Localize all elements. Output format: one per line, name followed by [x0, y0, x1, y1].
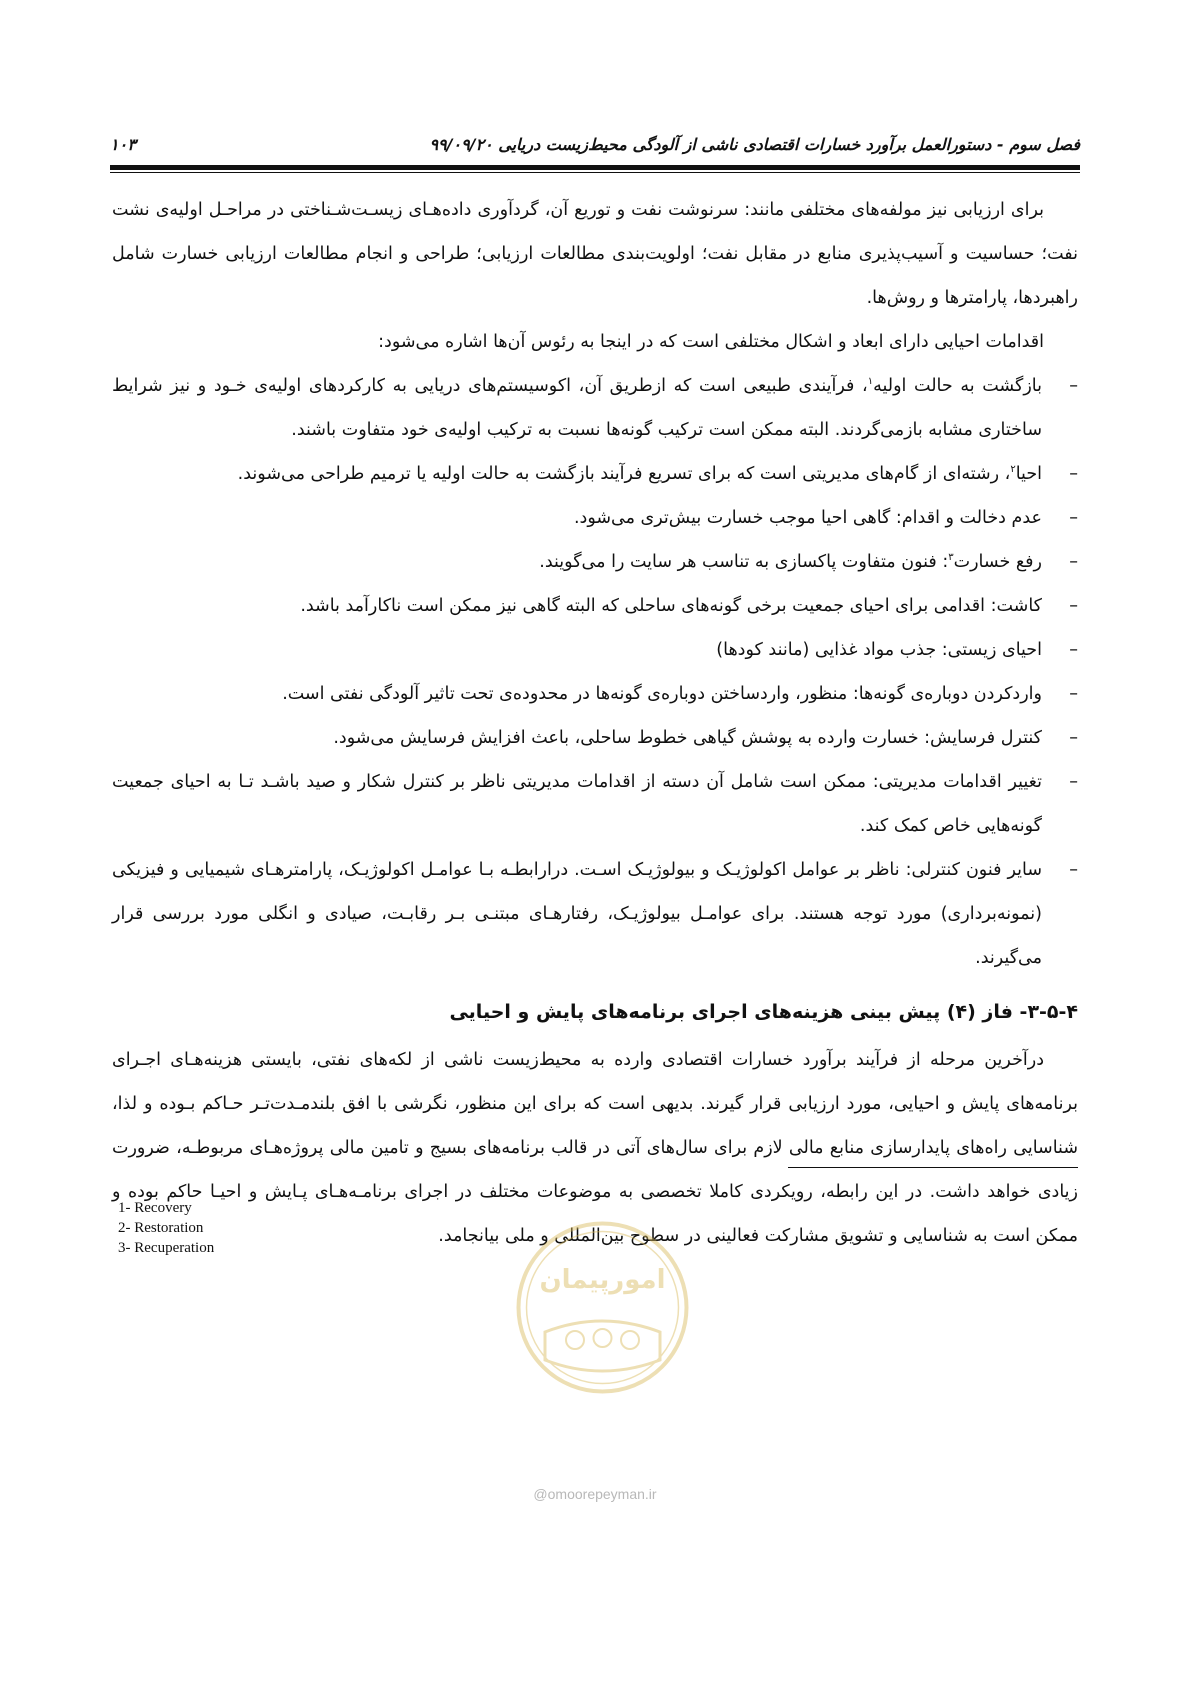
list-item — [112, 628, 1078, 672]
list-item — [112, 848, 1078, 980]
list-item — [112, 760, 1078, 848]
list-item-text: واردکردن دوباره‌ی گونه‌ها: منظور، وارد‌ساختن دوباره‌ی گونه‌ها در محدوده‌ی تحت تاثیر آلودگی نفتی است. — [282, 684, 1042, 704]
bullet-dash: – — [1069, 772, 1078, 792]
closing-paragraph: درآخرین مرحله از فرآیند برآورد خسارات اقتصادی وارده به محیط‌زیست ناشی از لکه‌های نفتی، بایستی هزینه‌هـای اجـرای برنامه‌های پایش و احیایی، مورد ارزیابی قرار گیرند. بدیهی است که برای این منظور، نگرشی با افق بلندمـدت‌تـر حـاکم بـوده و لذا، شناسایی راه‌های پایدارسازی منابع مالی لازم برای سال‌های آتی در قالب برنامه‌های بسیج و تامین مالی پروژه‌هـای مربوطـه، ضرورت زیادی خواهد داشت. در این رابطه، رویکردی کاملا تخصصی به موضوعات مختلف در اجرای برنامـه‌هـای پـایش و احیـا حاکم بوده و ممکن است به شناسایی و تشویق مشارکت فعالینی در سطوح بین‌المللی و ملی بیانجامد. — [112, 1050, 1078, 1246]
list-item-text: رفع خسارت — [953, 552, 1042, 572]
bullet-dash: – — [1069, 684, 1078, 704]
list-item-text-cont: ، فرآیندی طبیعی است که ازطریق آن، اکوسیستم‌های دریایی به کارکردهای اولیه‌ی خـود و نیز شرایط ساختاری مشابه بازمی‌گردند. البته ممکن است ترکیب گونه‌ها نسبت به ترکیب اولیه‌ی خود متفاوت باشند. — [112, 376, 1042, 440]
watermark-logo-text: امورپیمان — [539, 1265, 666, 1295]
list-item — [112, 716, 1078, 760]
list-item-text: احیا — [1015, 464, 1042, 484]
section-heading: ۳-۵-۴- فاز (۴) پیش بینی هزینه‌های اجرای برنامه‌های پایش و احیایی — [449, 1001, 1078, 1023]
footnote-item: 2- Restoration — [118, 1220, 204, 1236]
bullet-dash: – — [1069, 464, 1078, 484]
footnotes — [118, 1198, 214, 1258]
list-item — [112, 452, 1078, 496]
scales-icon — [566, 1331, 584, 1349]
list-item-text: عدم دخالت و اقدام: گاهی احیا موجب خسارت بیش‌تری می‌شود. — [573, 508, 1042, 528]
measures-intro: اقدامات احیایی دارای ابعاد و اشکال مختلفی است که در اینجا به رئوس آن‌ها اشاره می‌شود: — [378, 332, 1044, 352]
header-rule-thick — [110, 165, 1080, 170]
list-item — [112, 496, 1078, 540]
people-icon — [594, 1329, 612, 1347]
bullet-dash: – — [1069, 508, 1078, 528]
footnote-ref: ۳ — [948, 552, 954, 564]
header-title: فصل سوم - دستورالعمل برآورد خسارات اقتصادی ناشی از آلودگی محیط‌زیست دریایی ۹۹/۰۹/۲۰ — [429, 134, 1080, 154]
running-header — [110, 128, 1080, 160]
list-item-text: بازگشت به حالت اولیه — [873, 376, 1042, 396]
bullet-dash: – — [1069, 376, 1078, 396]
footnote-item: 3- Recuperation — [118, 1240, 215, 1256]
bullet-dash: – — [1069, 640, 1078, 660]
list-item-text: احیای زیستی: جذب مواد غذایی (مانند کودها) — [716, 640, 1042, 660]
header-rule-thin — [110, 172, 1080, 173]
list-item-text-cont: : فنون متفاوت پاکسازی به تناسب هر سایت را می‌گویند. — [539, 552, 949, 572]
list-item — [112, 584, 1078, 628]
watermark-url: @omoorepeyman.ir — [533, 1486, 657, 1502]
page-body — [112, 188, 1078, 1258]
footnote-item: 1- Recovery — [118, 1200, 192, 1216]
measures-list — [112, 364, 1078, 980]
list-item-text: سایر فنون کنترلی: ناظر بر عوامل اکولوژیـک و بیولوژیـک اسـت. درارابطـه بـا عوامـل اکولوژیـک، پارامترهـای شیمیایی و فیزیکی (نمونه‌برداری) مورد توجه هستند. برای عوامـل بیولوژیـک، رفتارهـای مبتنـی بـر رقابـت، صیادی و انگلی مورد بررسی قرار می‌گیرند. — [112, 860, 1042, 968]
watermark-logo — [515, 1220, 690, 1395]
footnote-ref: ۱ — [867, 376, 874, 388]
bullet-dash: – — [1069, 860, 1078, 880]
bullet-dash: – — [1069, 552, 1078, 572]
list-item — [112, 364, 1078, 452]
list-item — [112, 672, 1078, 716]
footnote-separator — [788, 1167, 1078, 1168]
handshake-icon — [621, 1331, 639, 1349]
page-number: ۱۰۳ — [110, 134, 136, 154]
bullet-dash: – — [1069, 596, 1078, 616]
list-item-text: کاشت: اقدامی برای احیای جمعیت برخی گونه‌های ساحلی که البته گاهی نیز ممکن است ناکارآمد باشد. — [300, 596, 1042, 616]
bullet-dash: – — [1069, 728, 1078, 748]
list-item-text: تغییر اقدامات مدیریتی: ممکن است شامل آن دسته از اقدامات مدیریتی ناظر بر کنترل شکار و صید باشـد تـا به احیای جمعیت گونه‌هایی خاص کمک کند. — [112, 772, 1042, 836]
intro-paragraph: برای ارزیابی نیز مولفه‌های مختلفی مانند: سرنوشت نفت و توریع آن، گردآوری داده‌هـای زیسـت‌شـناختی در مراحـل اولیه‌ی نشت نفت؛ حساسیت و آسیب‌پذیری منابع در مقابل نفت؛ اولویت‌بندی مطالعات ارزیابی؛ طراحی و انجام مطالعات ارزیابی خسارت شامل راهبردها، پارامترها و روش‌ها. — [112, 200, 1078, 308]
list-item — [112, 540, 1078, 584]
watermark-ring — [519, 1224, 687, 1392]
list-item-text-cont: ، رشته‌ای از گام‌های مدیریتی است که برای تسریع فرآیند بازگشت به حالت اولیه یا ترمیم طراحی می‌شوند. — [237, 464, 1011, 484]
list-item-text: کنترل فرسایش: خسارت وارده به پوشش گیاهی خطوط ساحلی، باعث افزایش فرسایش می‌شود. — [333, 728, 1042, 748]
footnote-ref: ۲ — [1010, 464, 1016, 476]
